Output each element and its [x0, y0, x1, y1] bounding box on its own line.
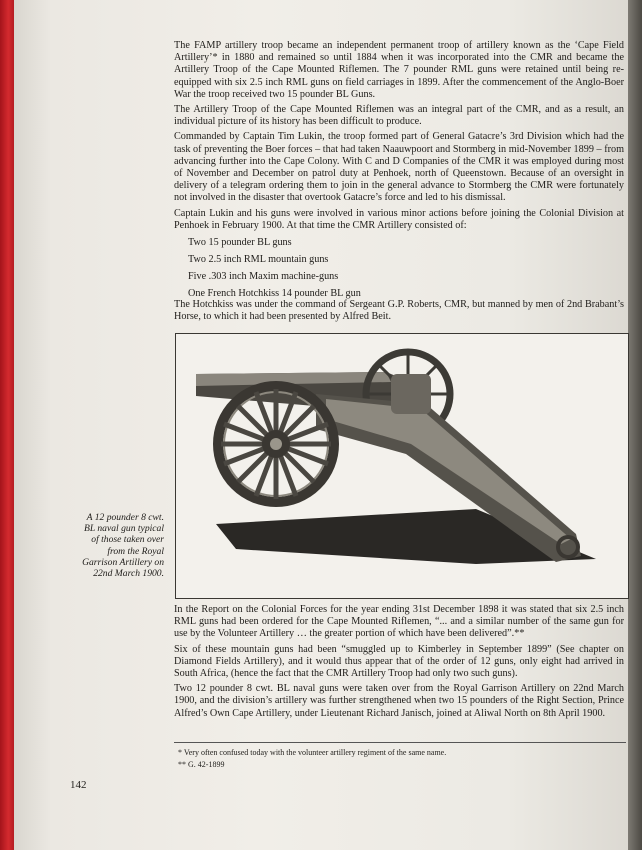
naval-cannon-illustration [176, 334, 628, 598]
footnote-2: ** G. 42-1899 [178, 760, 225, 769]
paragraph-1: The FAMP artillery troop became an independent permanent troop of artillery known as the ‘Cape Field Artillery’* in 1880 and remained so until 1884 when it was incorporated into the CMR and became the Artillery Troop of the Cape Mounted Riflemen. The 7 pounder RML guns were retained until being re-equipped with six 2.5 inch RML guns on field carriages in 1899. After the commencement of the Anglo-Boer War the troop received two 15 pounder BL Guns. [174, 40, 624, 100]
list-item: Five .303 inch Maxim machine-guns [188, 271, 339, 282]
paragraph-8: Two 12 pounder 8 cwt. BL naval guns were taken over from the Royal Garrison Artillery on 22nd March 1900, and the division’s artillery was further strengthened when two 15 pounders of the Right Section, Prince Alfred’s Own Cape Artillery, under Lieutenant Richard Janisch, joined at Aliwal North on 8th April 1900. [174, 683, 624, 719]
artillery-list [188, 234, 361, 302]
footnote-1: * Very often confused today with the volunteer artillery regiment of the same name. [178, 748, 447, 757]
body-text-top [174, 40, 624, 232]
paragraph-6: In the Report on the Colonial Forces for the year ending 31st December 1898 it was stated that six 2.5 inch RML guns had been ordered for the Cape Mounted Riflemen, “... and a similar number of the same gun for use by the Volunteer Artillery … the greater portion of which have been delivered”.** [174, 604, 624, 640]
figure-caption: A 12 pounder 8 cwt. BL naval gun typical of those taken over from the Royal Garrison Artillery on 22nd March 1900. [82, 512, 164, 580]
list-item: Two 2.5 inch RML mountain guns [188, 254, 329, 265]
page-edge [628, 0, 642, 850]
paragraph-5: The Hotchkiss was under the command of Sergeant G.P. Roberts, CMR, but manned by men of 2nd Brabant’s Horse, to which it had been presented by Alfred Beit. [174, 299, 624, 323]
footnote-divider [174, 742, 626, 743]
list-item: Two 15 pounder BL guns [188, 237, 292, 248]
paragraph-3: Commanded by Captain Tim Lukin, the troop formed part of General Gatacre’s 3rd Division which had the task of preventing the Boer forces – that had taken Naauwpoort and Stormberg in mid-November 1899 – from advancing further into the Cape Colony. With C and D Companies of the CMR it was employed during most of November and December on patrol duty at Penhoek, north of Queenstown. Because of an oversight in delivery of a telegram ordering them to join in the general advance to Stormberg the CMR were fortunately not involved in the disaster that overtook Gatacre’s force and led to his dismissal. [174, 131, 624, 204]
body-text-bottom [174, 604, 624, 720]
paragraph-4: Captain Lukin and his guns were involved in various minor actions before joining the Colonial Division at Penhoek in February 1900. At that time the CMR Artillery consisted of: [174, 207, 624, 231]
paragraph-7: Six of these mountain guns had been “smuggled up to Kimberley in September 1899” (See chapter on Diamond Fields Artillery), and it would thus appear that of the order of 12 guns, only eight had arrived in South Africa, (hence the fact that the CMR Artillery Troop had only two such guns). [174, 643, 624, 680]
paragraph-2: The Artillery Troop of the Cape Mounted Riflemen was an integral part of the CMR, and as a result, an individual picture of its history has been difficult to produce. [174, 104, 624, 128]
book-spine [0, 0, 14, 850]
gun-illustration-frame [175, 333, 629, 599]
body-text-hotchkiss [174, 299, 624, 323]
page-number: 142 [70, 779, 87, 791]
list-item: One French Hotchkiss 14 pounder BL gun [188, 288, 361, 299]
